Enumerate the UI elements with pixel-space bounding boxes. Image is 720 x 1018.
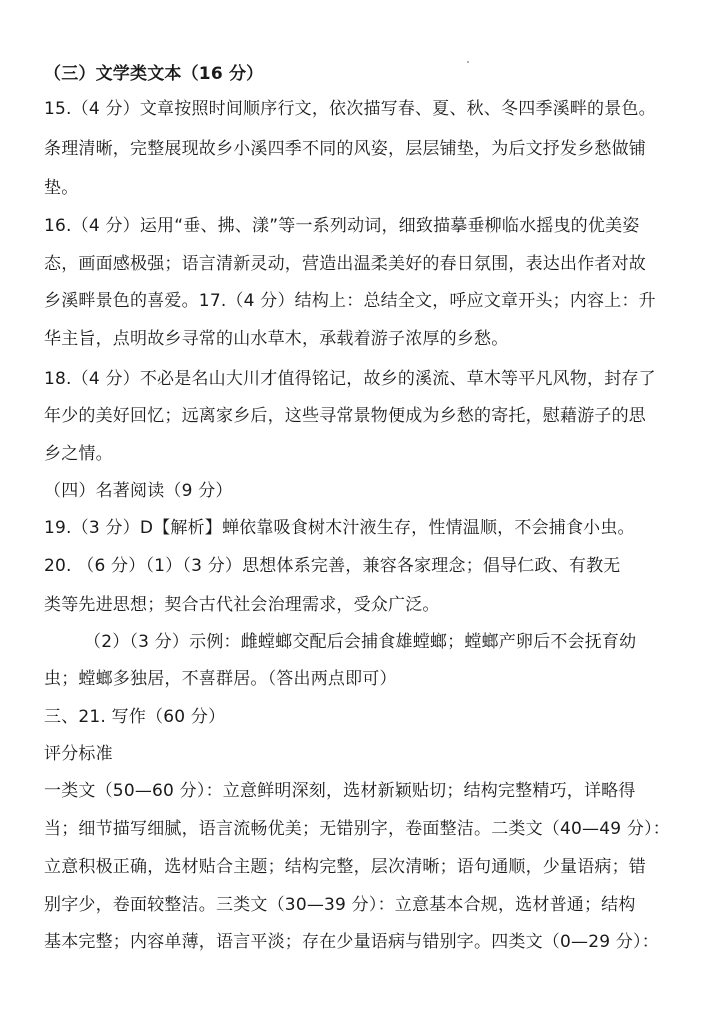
scoring-line-5: 基本完整；内容单薄，语言平淡；存在少量语病与错别字。四类文（0—29 分）：: [44, 932, 659, 952]
scoring-line-3: 立意积极正确，选材贴合主题；结构完整，层次清晰；语句通顺，少量语病；错: [44, 857, 646, 877]
answer-18-line-2: 年少的美好回忆；远离家乡后，这些寻常景物便成为乡愁的寄托，慰藉游子的思: [44, 406, 646, 426]
answer-20-line-1: 20. （6 分）（1）（3 分）思想体系完善，兼容各家理念；倡导仁政、有教无: [44, 556, 621, 576]
answer-15-line-2: 条理清晰，完整展现故乡小溪四季不同的风姿，层层铺垫，为后文抒发乡愁做铺: [44, 139, 646, 159]
section-heading-literary-text: （三）文学类文本（16 分）: [44, 64, 264, 84]
answer-16-line-2: 态，画面感极强；语言清新灵动，营造出温柔美好的春日氛围，表达出作者对故: [44, 254, 646, 274]
section-heading-writing: 三、21. 写作（60 分）: [44, 707, 226, 727]
answer-16-line-1: 16.（4 分）运用“垂、拂、漾”等一系列动词，细致描摹垂柳临水摇曳的优美姿: [44, 216, 640, 236]
scoring-line-4: 别字少，卷面较整洁。三类文（30—39 分）：立意基本合规，选材普通；结构: [44, 895, 636, 915]
answer-15-line-1: 15.（4 分）文章按照时间顺序行文，依次描写春、夏、秋、冬四季溪畔的景色。: [44, 99, 656, 119]
answer-20-part2-line-2: 虫；螳螂多独居，不喜群居。（答出两点即可）: [44, 669, 397, 689]
answer-17-line-2: 华主旨，点明故乡寻常的山水草木，承载着游子浓厚的乡愁。: [44, 329, 509, 349]
scoring-criteria-heading: 评分标准: [44, 744, 113, 764]
answer-20-line-2: 类等先进思想；契合古代社会治理需求，受众广泛。: [44, 595, 440, 615]
answer-18-line-3: 乡之情。: [44, 444, 113, 464]
scoring-line-2: 当；细节描写细腻，语言流畅优美；无错别字，卷面整洁。二类文（40—49 分）：: [44, 819, 670, 839]
answer-15-line-3: 垫。: [44, 178, 79, 198]
answer-19-line: 19.（3 分）D【解析】蝉依靠吸食树木汁液生存，性情温顺，不会捕食小虫。: [44, 518, 635, 538]
section-heading-classics-reading: （四）名著阅读（9 分）: [44, 481, 233, 501]
answer-18-line-1: 18.（4 分）不必是名山大川才值得铭记，故乡的溪流、草木等平凡风物，封存了: [44, 369, 656, 389]
answer-20-part2-line-1: （2）（3 分）示例：雌螳螂交配后会捕食雄螳螂；螳螂产卵后不会抚育幼: [84, 632, 637, 652]
scoring-line-1: 一类文（50—60 分）：立意鲜明深刻，选材新颖贴切；结构完整精巧，详略得: [44, 781, 636, 801]
answer-16-17-line: 乡溪畔景色的喜爱。17.（4 分）结构上：总结全文，呼应文章开头；内容上：升: [44, 291, 656, 311]
